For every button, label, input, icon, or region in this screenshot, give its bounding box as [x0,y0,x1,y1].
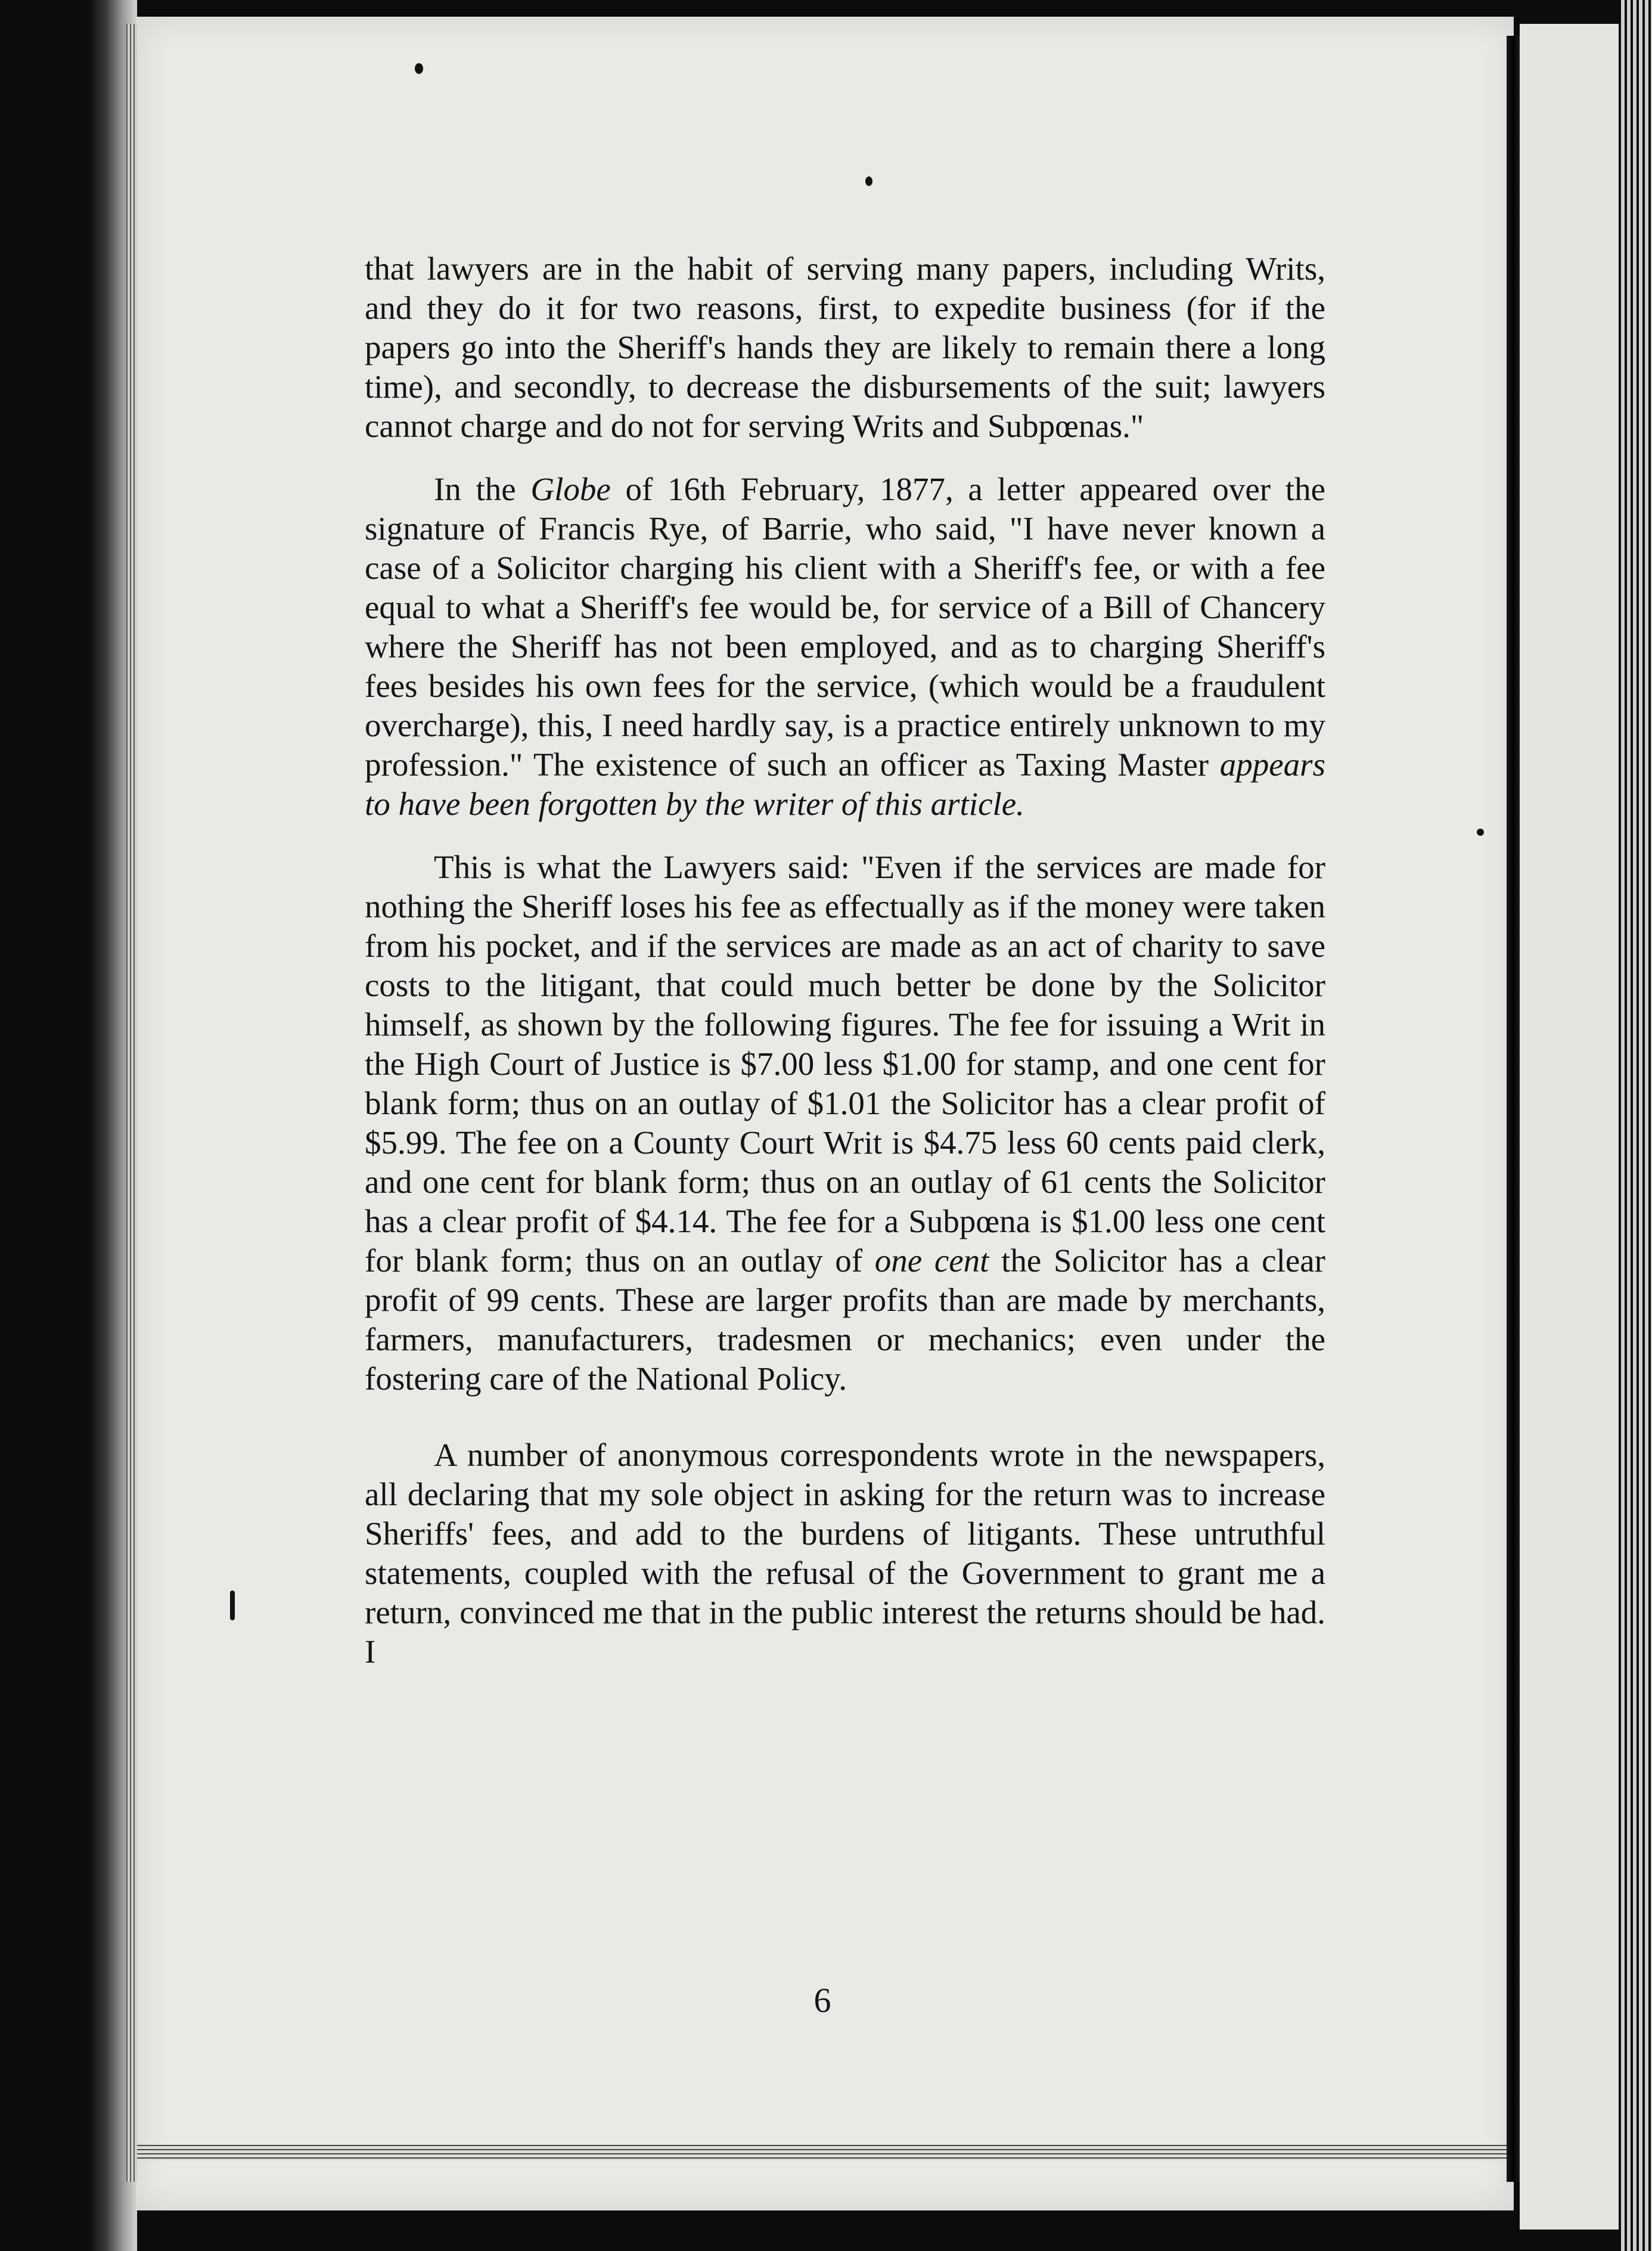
page-number: 6 [813,1981,831,2020]
left-page-edges [126,24,137,2182]
paragraph-continuation [365,249,1325,446]
ink-speck [865,176,872,186]
italic-remark: appears to have been forgotten by the writer of this article. [365,746,1325,822]
paragraph-text: In the [434,471,531,507]
paragraph-globe-letter [365,470,1325,824]
paragraph-text: of 16th February, 1877, a letter appeared over the signature of Francis Rye, of Barrie, who said, "I have never known a case of a Solicitor charging his client with a Sheriff's fee, or with a fee equal to what a Sheriff's fee would be, for service of a Bill of Chancery where the Sheriff has not been employed, and as to charging Sheriff's fees besides his own fees for the service, (which would be a fraudulent overcharge), this, I need hardly say, is a practice entirely unknown to my profession." The existence of such an officer as Taxing Master [365,471,1325,783]
paragraph-text: A number of anonymous correspondents wrote in the newspapers, all declaring that my sole object in asking for the return was to increase Sheriffs' fees, and add to the burdens of litigants. These untruthful statements, coupled with the refusal of the Government to grant me a return, convinced me that in the public interest the returns should be had. I [365,1437,1325,1670]
paragraph-text: the Solicitor has a clear profit of 99 cents. These are larger profits than are made by merchants, farmers, manufacturers, tradesmen or mechanics; even under the fostering care of the National Policy. [365,1242,1325,1397]
ink-speck [230,1590,235,1620]
paragraph-lawyers-said [365,848,1325,1399]
right-scan-border [1619,0,1652,2251]
page-gutter-fold [1507,36,1520,2182]
ink-speck [1477,829,1484,836]
bottom-page-edges [137,2145,1508,2160]
paragraph-text: This is what the Lawyers said: "Even if the services are made for nothing the Sheriff loses his fee as effectually as if the money were taken from his pocket, and if the services are made as an act of charity to save costs to the litigant, that could much better be done by the Solicitor himself, as shown by the following figures. The fee for issuing a Writ in the High Court of Justice is $7.00 less $1.00 for stamp, and one cent for blank form; thus on an outlay of $1.01 the Solicitor has a clear profit of $5.99. The fee on a County Court Writ is $4.75 less 60 cents paid clerk, and one cent for blank form; thus on an outlay of 61 cents the Solicitor has a clear profit of $4.14. The fee for a Subpœna is $1.00 less one cent for blank form; thus on an outlay of [365,849,1325,1279]
newspaper-title: Globe [530,471,611,507]
document-body [365,249,1325,1672]
paragraph-anonymous-correspondents [365,1435,1325,1672]
paragraph-text: that lawyers are in the habit of serving many papers, including Writs, and they do it for two reasons, first, to expedite business (for if the papers go into the Sheriff's hands they are likely to remain there a long time), and secondly, to decrease the disbursements of the suit; lawyers cannot charge and do not for serving Writs and Subpœnas." [365,250,1325,444]
ink-speck [415,63,423,74]
italic-phrase: one cent [874,1242,989,1279]
